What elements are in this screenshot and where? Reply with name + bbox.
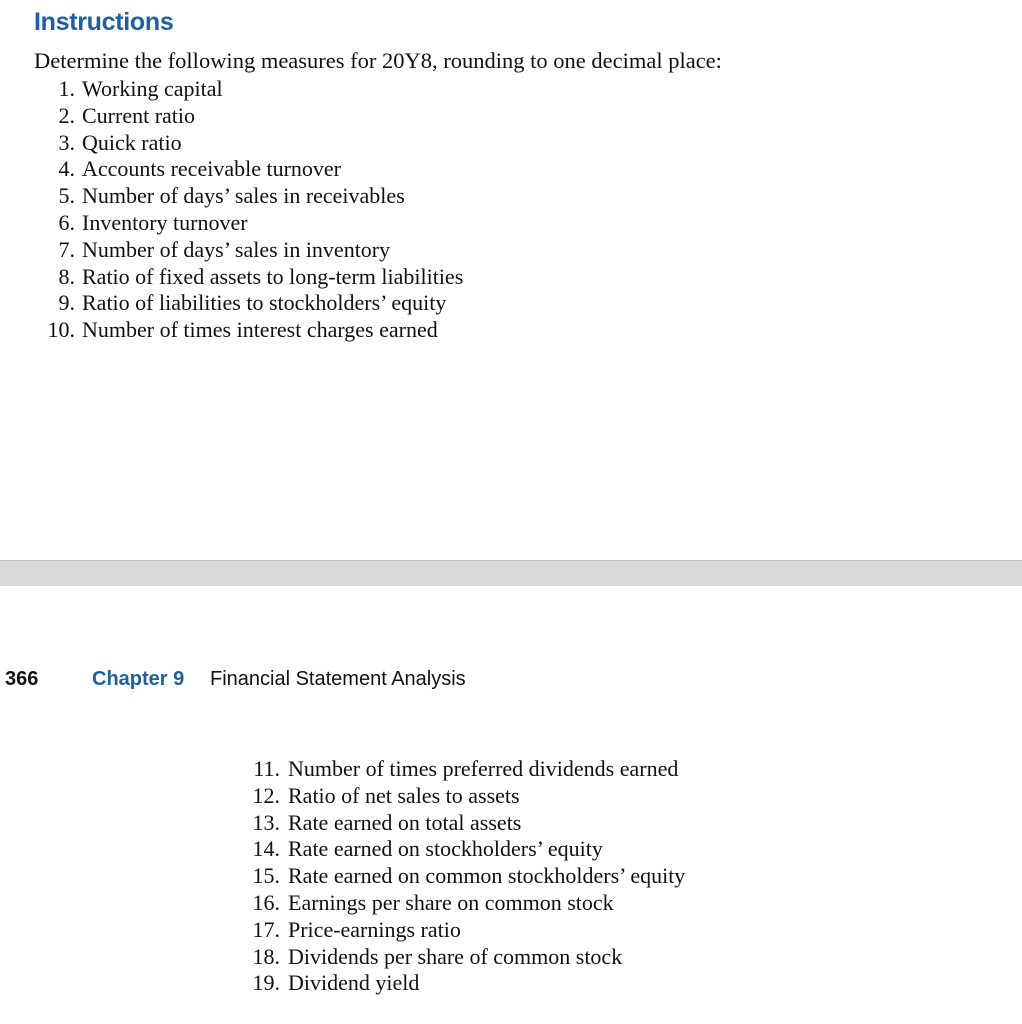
page-number: 366 [5,668,39,690]
chapter-title: Financial Statement Analysis [210,668,466,690]
item-text: Number of times interest charges earned [82,317,438,343]
item-number: 17. [252,916,280,942]
item-text: Inventory turnover [82,209,248,235]
item-text: Ratio of liabilities to stockholders’ equity [82,290,447,316]
item-text: Rate earned on stockholders’ equity [288,836,603,862]
item-number: 18. [252,943,280,969]
item-number: 1. [58,76,75,101]
item-text: Current ratio [82,102,196,128]
item-number: 12. [252,782,280,808]
item-number: 10. [47,317,75,343]
item-number: 8. [58,263,75,289]
item-number: 19. [252,970,280,996]
item-number: 14. [252,836,280,862]
item-text: Ratio of fixed assets to long-term liabilities [82,263,464,289]
item-text: Working capital [82,76,223,101]
item-text: Number of times preferred dividends earned [288,756,679,781]
item-text: Rate earned on common stockholders’ equity [288,863,686,889]
item-number: 11. [253,756,280,781]
item-number: 6. [58,209,75,235]
item-text: Ratio of net sales to assets [288,782,520,808]
item-text: Earnings per share on common stock [288,889,614,915]
item-text: Quick ratio [82,129,182,155]
item-number: 9. [58,290,75,316]
instructions-heading: Instructions [34,8,174,36]
item-number: 5. [58,183,75,209]
item-number: 4. [58,156,75,182]
item-text: Rate earned on total assets [288,809,522,835]
item-number: 3. [58,129,75,155]
page-divider [0,560,1022,586]
item-number: 16. [252,889,280,915]
item-text: Accounts receivable turnover [82,156,341,182]
item-text: Price-earnings ratio [288,916,461,942]
item-text: Number of days’ sales in receivables [82,183,405,209]
item-text: Dividend yield [288,970,420,996]
item-number: 2. [58,102,75,128]
item-text: Number of days’ sales in inventory [82,236,391,262]
chapter-label: Chapter 9 [92,668,185,690]
instructions-intro: Determine the following measures for 20Y8, rounding to one decimal place: [34,48,722,73]
item-number: 7. [58,236,75,262]
running-head [0,668,1022,698]
item-text: Dividends per share of common stock [288,943,623,969]
item-number: 15. [252,863,280,889]
item-number: 13. [252,809,280,835]
